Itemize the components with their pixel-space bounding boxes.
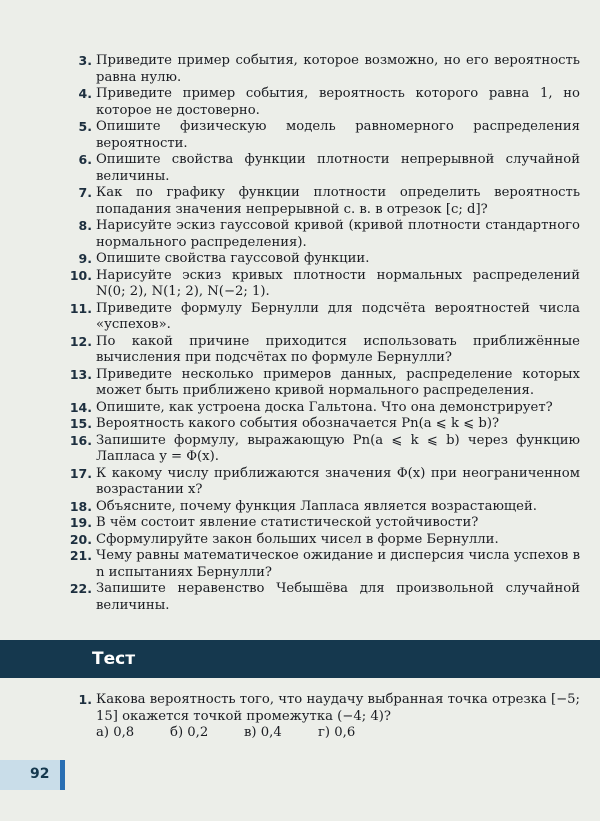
question-item xyxy=(64,367,580,400)
question-text: К какому числу приближаются значения Φ(x) при неограниченном возрастании x? xyxy=(96,465,580,497)
question-text: Нарисуйте эскиз гауссовой кривой (кривой плотности стандартного нормального распределения). xyxy=(96,218,580,250)
question-number: 9. xyxy=(78,251,92,266)
question-text: Приведите формулу Бернулли для подсчёта вероятностей числа «успехов». xyxy=(96,300,580,332)
question-item xyxy=(64,218,580,251)
question-text: Вероятность какого события обозначается Pn(a ⩽ k ⩽ b)? xyxy=(96,416,500,431)
question-number: 4. xyxy=(78,86,92,101)
test-section-header xyxy=(0,640,600,678)
question-item xyxy=(64,185,580,218)
question-item xyxy=(64,301,580,334)
question-item xyxy=(64,268,580,301)
question-item xyxy=(64,53,580,86)
question-number: 22. xyxy=(69,581,92,596)
question-text: Опишите свойства функции плотности непрерывной случайной величины. xyxy=(96,152,580,184)
question-number: 17. xyxy=(69,465,92,481)
question-number: 3. xyxy=(78,53,92,68)
question-item xyxy=(64,515,580,532)
question-item xyxy=(64,433,580,466)
question-number: 12. xyxy=(69,333,92,349)
question-text: В чём состоит явление статистической устойчивости? xyxy=(96,515,479,530)
question-text: Запишите неравенство Чебышёва для произвольной случайной величины. xyxy=(96,581,580,613)
answer-option-d: г) 0,6 xyxy=(318,725,356,740)
answer-option-c: в) 0,4 xyxy=(244,725,282,740)
question-number: 7. xyxy=(78,185,92,200)
question-text: Приведите пример события, которое возможно, но его вероятность равна нулю. xyxy=(96,53,580,85)
question-text: Приведите несколько примеров данных, распределение которых может быть приближено кривой нормального распределения. xyxy=(96,366,580,398)
page-number: 92 xyxy=(30,766,50,782)
test-question xyxy=(64,692,580,742)
page-number-tab xyxy=(0,760,64,790)
question-text: Чему равны математическое ожидание и дисперсия числа успехов в n испытаниях Бернулли? xyxy=(96,548,580,580)
question-text: Сформулируйте закон больших чисел в форме Бернулли. xyxy=(96,531,499,547)
question-item xyxy=(64,532,580,549)
question-text: Как по графику функции плотности определить вероятность попадания значения непрерывной с. в. в отрезок [c; d]? xyxy=(96,185,580,217)
test-question-text: Какова вероятность того, что наудачу выбранная точка отрезка [−5; 15] окажется точкой промежутка (−4; 4)? xyxy=(96,692,580,724)
test-question-number: 1. xyxy=(78,692,92,707)
question-number: 6. xyxy=(78,152,92,167)
question-item xyxy=(64,581,580,614)
question-text: Опишите, как устроена доска Гальтона. Что она демонстрирует? xyxy=(96,399,553,415)
page-number-accent xyxy=(60,760,65,790)
question-item xyxy=(64,334,580,367)
question-text: Опишите свойства гауссовой функции. xyxy=(96,251,370,266)
question-text: Приведите пример события, вероятность которого равна 1, но которое не достоверно. xyxy=(96,86,580,118)
question-number: 18. xyxy=(69,498,92,514)
test-question-item xyxy=(64,692,580,725)
question-number: 21. xyxy=(69,548,92,563)
question-number: 13. xyxy=(69,366,92,382)
question-item xyxy=(64,86,580,119)
test-title: Тест xyxy=(92,649,136,669)
question-text: Объясните, почему функция Лапласа является возрастающей. xyxy=(96,498,537,514)
question-item xyxy=(64,466,580,499)
answer-option-a: а) 0,8 xyxy=(96,725,135,740)
question-list xyxy=(64,53,580,614)
question-number: 16. xyxy=(69,432,92,448)
question-item xyxy=(64,400,580,417)
question-text: Опишите физическую модель равномерного распределения вероятности. xyxy=(96,119,580,151)
question-number: 10. xyxy=(69,267,92,283)
question-item xyxy=(64,499,580,516)
answer-option-b: б) 0,2 xyxy=(170,725,209,740)
question-item xyxy=(64,152,580,185)
question-number: 15. xyxy=(69,416,92,431)
question-number: 8. xyxy=(78,218,92,233)
question-number: 11. xyxy=(69,300,92,316)
question-number: 19. xyxy=(69,515,92,530)
question-text: По какой причине приходится использовать приближённые вычисления при подсчётах по формуле Бернулли? xyxy=(96,333,580,365)
question-item xyxy=(64,119,580,152)
question-text: Нарисуйте эскиз кривых плотности нормальных распределений N(0; 2), N(1; 2), N(−2; 1). xyxy=(96,267,580,299)
question-item xyxy=(64,548,580,581)
question-text: Запишите формулу, выражающую Pn(a ⩽ k ⩽ b) через функцию Лапласа y = Φ(x). xyxy=(96,432,580,464)
question-number: 5. xyxy=(78,119,92,134)
question-number: 14. xyxy=(69,399,92,415)
question-item xyxy=(64,251,580,268)
question-item xyxy=(64,416,580,433)
answer-options xyxy=(96,725,580,742)
question-number: 20. xyxy=(69,531,92,547)
